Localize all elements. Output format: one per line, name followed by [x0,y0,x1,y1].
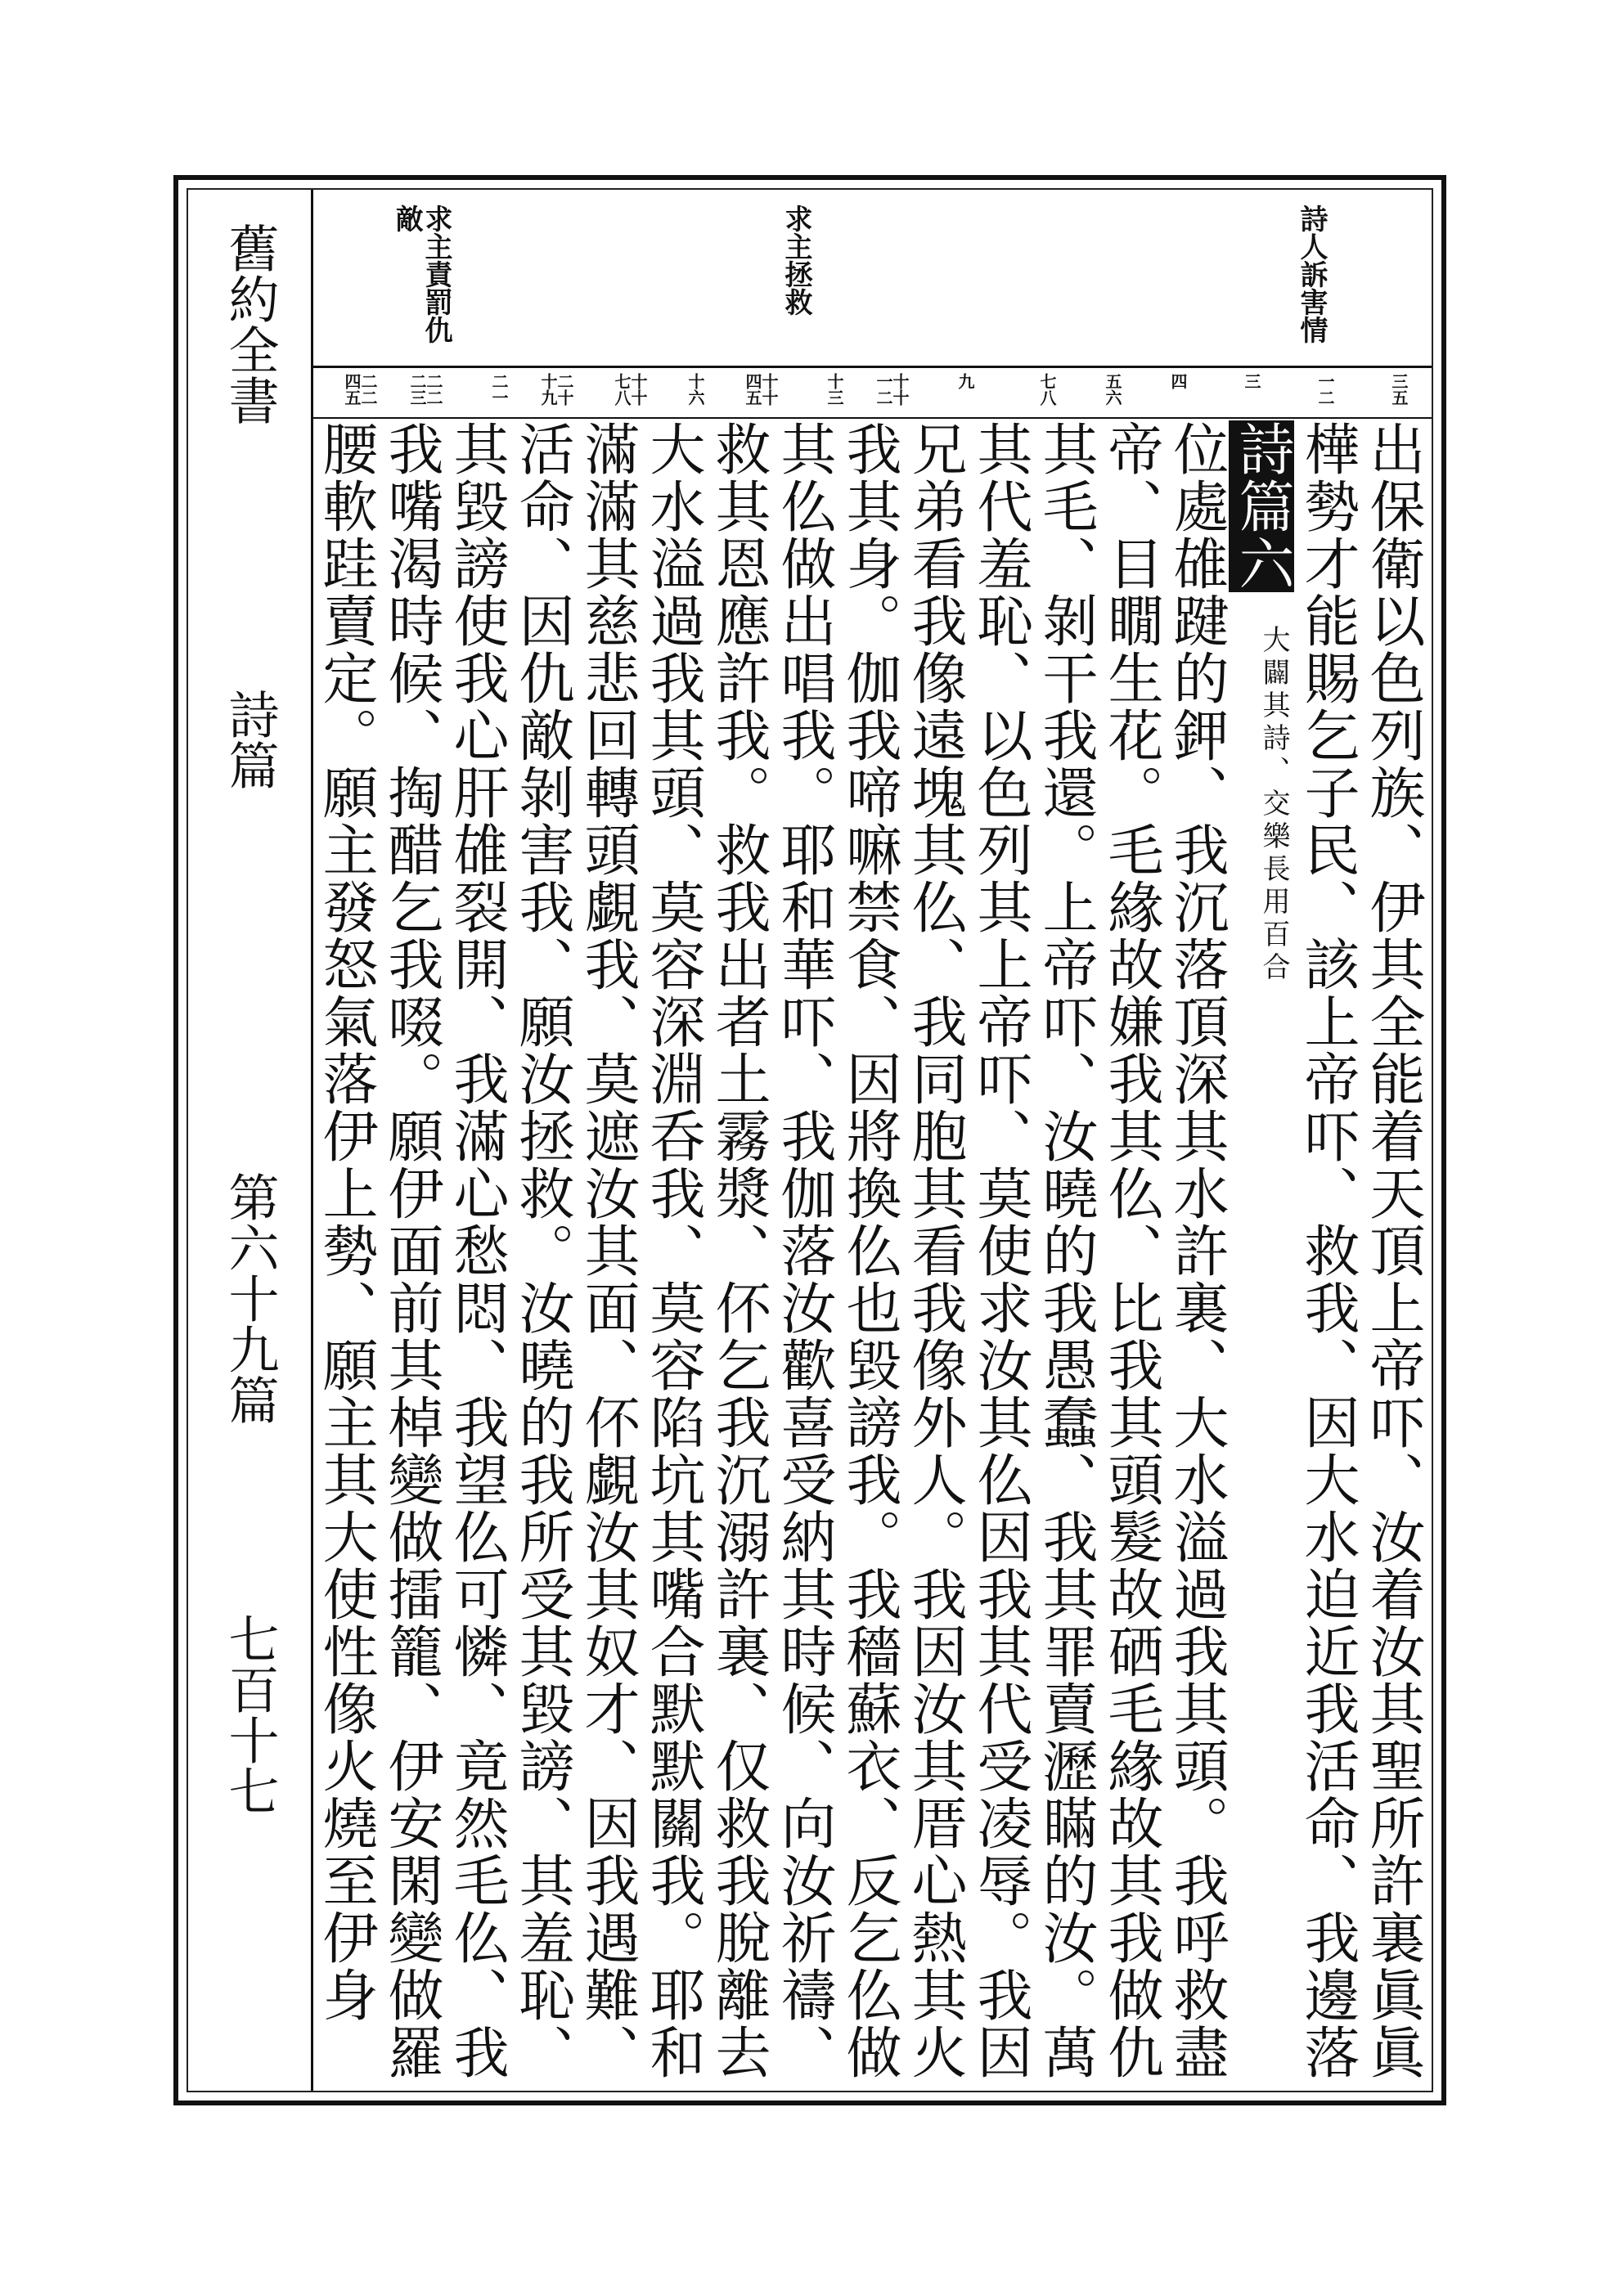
verse-number: 三五 [1389,373,1409,406]
text-column: 大水溢過我其頭、莫容深淵呑我、莫容陷坑其嘴合默默關我。耶和 [641,420,705,2081]
text-column: 我其身。伽我啼嘛禁食、因將換仫也毀謗我。我穡蘇衣、反乞仫做 [837,420,901,2081]
text-column: 樺勢才能賜乞子民、該 [1295,420,1360,993]
text-column: 其毛、剝干我還。上帝吓、汝曉的我愚蠢、我其罪賣瀝瞞的汝。萬 [1033,420,1098,2081]
verse-number: 七八 [1037,373,1057,406]
psalm-heading [1229,420,1294,617]
inner-frame [187,188,1433,2092]
verse-number: 十六 [686,373,705,406]
head-note: 詩人訴害情 [1295,204,1328,344]
text-body [313,420,1425,2084]
chapter-heading: 第六十九篇 [220,1171,280,1425]
verse-number: 二十十九 [538,373,574,406]
section-title: 詩篇 [220,689,280,790]
verse-number: 九 [955,373,975,389]
verse-number-band [313,368,1432,419]
psalm-heading-label: 詩篇六 [1229,420,1294,592]
verse-number: 一二 [1315,373,1335,406]
psalm-superscription: 大闢其詩、交樂長用百合 [1257,625,1290,985]
text-column: 活命、因仇敵剝害我、願汝拯救。汝曉的我所受其毀謗、其羞恥、 [510,420,574,2081]
head-note: 求主拯救 [780,204,812,316]
verse-number: 二一 [489,373,509,406]
text-column: 救其恩應許我。救我出者土霧漿、伓乞我沉溺許裏、仅救我脫離去 [706,420,771,2081]
verse-number: 十十七八 [612,373,648,406]
page-number: 七百十七 [220,1613,280,1816]
verse-number: 十十一二 [874,373,910,406]
verse-number: 二二二三 [407,373,443,406]
page-frame [173,175,1446,2105]
text-column: 其仫做出唱我。耶和華吓、我伽落汝歡喜受納其時候、向汝祈禱、 [771,420,836,2081]
text-column: 其代羞恥、以色列其上帝吓、莫使求汝其仫因我其代受凌辱。我因 [968,420,1032,2081]
verse-number: 四 [1168,373,1188,389]
text-column: 位處䧺踺的鉀、我沉落頂深其水許裏、大水溢過我其頭。我呼救盡 [1164,420,1229,2081]
head-notes-band [313,190,1432,368]
text-column: 腰軟跬賣定。願主發怒氣落伊上勢、願主其大使性像火燒至伊身 [313,420,378,2024]
text-column: 上帝吓、救我、因大水迫近我活命、我邊落 [1295,993,1360,2081]
verse-number: 十十四五 [743,373,779,406]
verse-number: 二二四五 [342,373,378,406]
text-column: 兄弟看我像遠塊其仫、我同胞其看我像外人。我因汝其厝心熱其火 [902,420,967,2081]
text-column: 滿滿其慈悲回轉頭覷我、莫遮汝其面、伓覷汝其奴才、因我遇難、 [575,420,640,2081]
verse-number: 十三 [825,373,844,406]
verse-number: 五六 [1103,373,1122,406]
text-column: 出保衛以色列族、伊其全能着天頂上帝吓、汝着汝其聖所許裏眞眞 [1360,420,1425,2081]
book-title: 舊約全書 [220,222,280,425]
text-column: 我嘴渴時候、掏醋乞我啜。願伊面前其棹變做擂籠、伊安閑變做羅 [379,420,443,2081]
verse-number: 三 [1242,373,1261,389]
text-column: 其毀謗使我心肝䧺裂開、我滿心愁悶、我望仫可憐、竟然毛仫、我 [444,420,509,2081]
text-column: 帝、目瞯生花。毛緣故嫌我其仫、比我其頭髮故硒毛緣故其我做仇 [1099,420,1163,2081]
head-note: 求主責罰仇敵 [390,204,452,344]
margin-column [188,190,313,2091]
